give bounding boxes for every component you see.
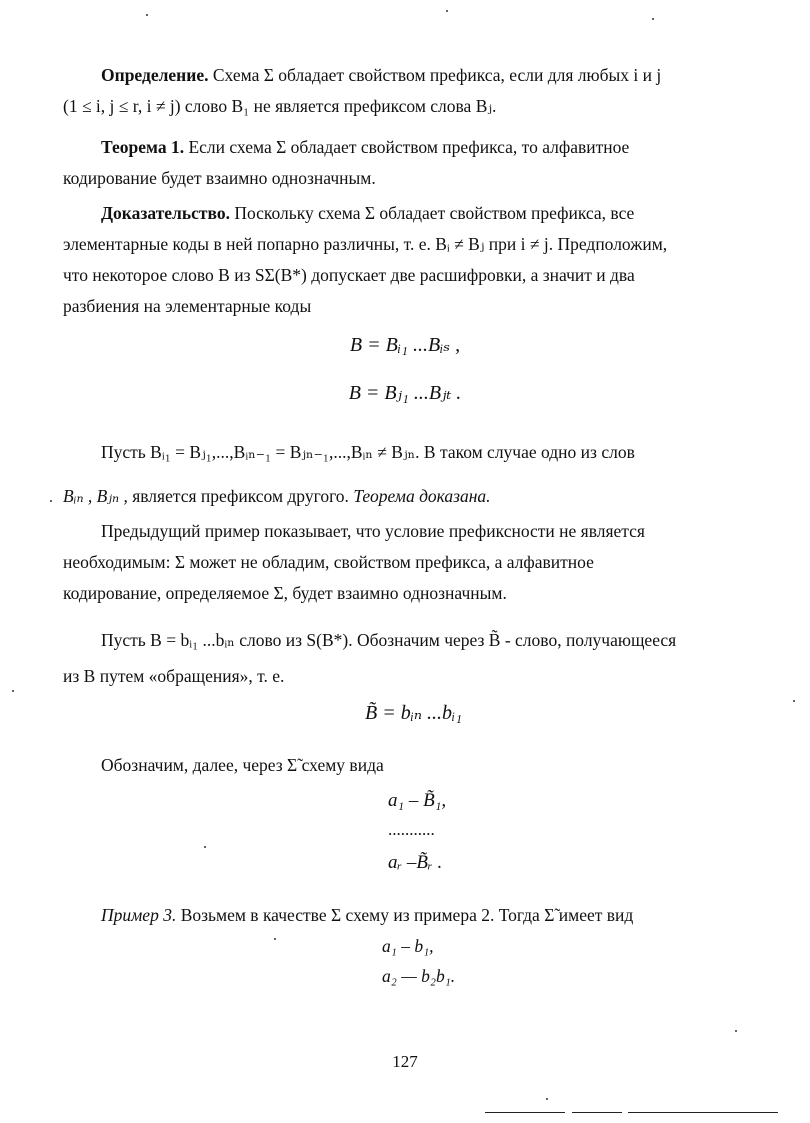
scheme-intro-line: Обозначим, далее, через Σ̃ схему вида [101, 755, 384, 775]
reversal-line-1: Пусть B = bᵢ₁ ...bᵢₙ слово из S(B*). Обозначим через B̃ - слово, получающееся [101, 630, 677, 650]
reversal-equation: B̃ = bᵢₙ ...bᵢ₁ [365, 702, 463, 724]
theorem-paragraph [63, 132, 740, 194]
definition-paragraph [63, 60, 740, 122]
scheme-row-3: aᵣ –B̃ᵣ . [388, 852, 443, 873]
example-row-1: a₁ – b₁, [382, 936, 434, 956]
scan-speck [652, 18, 654, 20]
scan-speck [274, 938, 276, 940]
proof-continuation [63, 430, 740, 518]
proof-conclusion: Теорема доказана. [353, 486, 491, 506]
footer-rule-segment [628, 1112, 778, 1113]
proof-term: Доказательство. [101, 203, 230, 223]
proof-cont-text: является префиксом другого. [127, 486, 354, 506]
scheme-intro [63, 750, 740, 781]
proof-line-4: разбиения на элементарные коды [63, 296, 312, 316]
theorem-term: Теорема 1. [101, 137, 185, 157]
scan-speck [146, 14, 148, 16]
example-row-2: a₂ — b₂b₁. [382, 966, 456, 986]
proof-equation-2: B = Bⱼ₁ ...Bⱼₜ . [348, 382, 462, 404]
proof-equation-1: B = Bᵢ₁ ...Bᵢₛ , [349, 334, 461, 356]
proof-cont-math: Bᵢₙ , Bⱼₙ , [63, 486, 128, 506]
footer-rule-segment [572, 1112, 622, 1113]
scheme-row-1: a₁ – B̃₁, [388, 790, 447, 811]
remark-paragraph [63, 516, 740, 609]
scan-speck [446, 10, 448, 12]
proof-line-2: элементарные коды в ней попарно различны, т. е. Bᵢ ≠ Bⱼ при i ≠ j. Предположим, [63, 234, 668, 254]
footer-rule-segment [485, 1112, 565, 1113]
proof-cont-line-1: Пусть Bᵢ₁ = Bⱼ₁,...,Bᵢₙ₋₁ = Bⱼₙ₋₁,...,Bᵢₙ ≠ Bⱼₙ. В таком случае одно из слов [101, 442, 635, 462]
scan-speck [12, 690, 14, 692]
scan-speck [546, 1098, 548, 1100]
remark-line-3: кодирование, определяемое Σ, будет взаимно однозначным. [63, 583, 507, 603]
reversal-paragraph [63, 622, 740, 694]
scan-speck [204, 846, 206, 848]
definition-line-2: (1 ≤ i, j ≤ r, i ≠ j) слово B₁ не является префиксом слова Bⱼ. [63, 96, 497, 116]
remark-line-1: Предыдущий пример показывает, что условие префиксности не является [101, 521, 645, 541]
scan-speck [50, 500, 52, 502]
example-text: Возьмем в качестве Σ схему из примера 2. Тогда Σ̃ имеет вид [176, 905, 634, 925]
definition-line-1: Схема Σ обладает свойством префикса, если для любых i и j [208, 65, 662, 85]
proof-paragraph [63, 198, 740, 322]
definition-term: Определение. [101, 65, 209, 85]
theorem-line-2: кодирование будет взаимно однозначным. [63, 168, 376, 188]
reversal-line-2: из B путем «обращения», т. е. [63, 666, 285, 686]
remark-line-2: необходимым: Σ может не обладим, свойством префикса, а алфавитное [63, 552, 594, 572]
scan-speck [793, 700, 795, 702]
theorem-line-1: Если схема Σ обладает свойством префикса, то алфавитное [184, 137, 630, 157]
proof-line-1: Поскольку схема Σ обладает свойством префикса, все [229, 203, 635, 223]
page-number: 127 [392, 1052, 418, 1071]
proof-line-3: что некоторое слово B из SΣ(B*) допускает две расшифровки, а значит и два [63, 265, 635, 285]
scheme-row-2: ........... [388, 820, 435, 839]
scan-speck [735, 1030, 737, 1032]
example-paragraph [63, 900, 740, 931]
example-term: Пример 3. [101, 905, 177, 925]
